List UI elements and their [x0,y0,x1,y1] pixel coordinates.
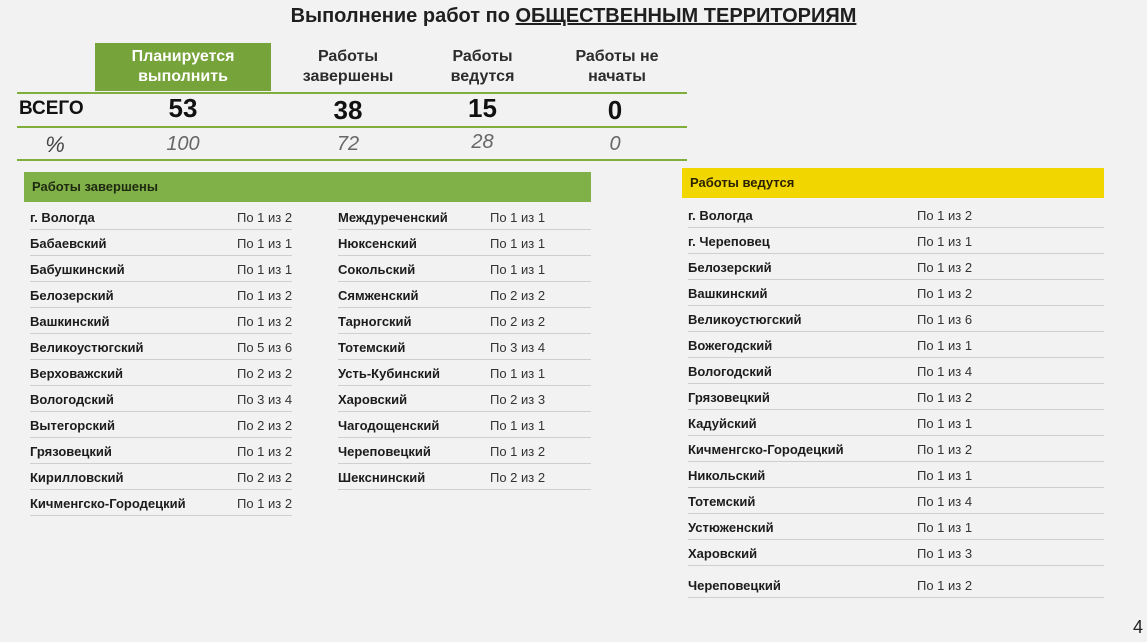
list-item [338,230,591,256]
territory-name: Сямженский [338,288,419,303]
list-item [30,308,292,334]
list-item [338,256,591,282]
territory-name: Нюксенский [338,236,417,251]
territory-name: Кичменгско-Городецкий [30,496,186,511]
territory-count: По 1 из 4 [917,364,973,379]
territory-count: По 3 из 4 [237,392,293,407]
list-item [338,282,591,308]
list-item [688,436,1104,462]
territory-count: По 1 из 1 [917,416,973,431]
territory-name: Усть-Кубинский [338,366,440,381]
territory-count: По 1 из 2 [237,288,293,303]
territory-name: Верховажский [30,366,124,381]
list-item [688,254,1104,280]
list-item [338,386,591,412]
territory-count: По 1 из 1 [490,366,546,381]
list-item [30,386,292,412]
territory-name: г. Череповец [688,234,770,249]
list-item [688,358,1104,384]
list-item [338,464,591,490]
list-item [30,204,292,230]
territory-count: По 1 из 2 [917,578,973,593]
list-item [338,204,591,230]
list-item [688,228,1104,254]
territory-name: г. Вологда [30,210,95,225]
list-item [688,572,1104,598]
territory-count: По 2 из 3 [490,392,546,407]
list-item [688,410,1104,436]
territory-name: Шекснинский [338,470,426,485]
territory-name: Чагодощенский [338,418,440,433]
list-item [688,306,1104,332]
territory-count: По 1 из 1 [917,338,973,353]
territory-name: Вологодский [30,392,114,407]
territory-name: Череповецкий [688,578,781,593]
territory-name: Череповецкий [338,444,431,459]
territory-name: Харовский [338,392,408,407]
list-item [30,334,292,360]
territory-count: По 1 из 2 [917,286,973,301]
territory-count: По 2 из 2 [490,288,546,303]
summary-bottom-line [17,159,687,161]
territory-count: По 1 из 1 [490,210,546,225]
territory-name: Тотемский [338,340,406,355]
territory-count: По 2 из 2 [490,470,546,485]
territory-name: Кирилловский [30,470,124,485]
list-item [688,202,1104,228]
total-inprogress: 15 [468,93,497,123]
list-item [338,360,591,386]
territory-count: По 1 из 2 [917,442,973,457]
percent-completed: 72 [336,133,360,155]
total-completed: 38 [333,95,363,125]
territory-name: Харовский [688,546,758,561]
territory-name: Вытегорский [30,418,115,433]
territory-count: По 1 из 1 [237,262,293,277]
percent-notstarted: 0 [609,133,621,155]
territory-name: Междуреченский [338,210,448,225]
list-item [688,488,1104,514]
list-item [30,230,292,256]
territory-name: Вашкинский [688,286,768,301]
list-item [338,308,591,334]
list-item [30,490,292,516]
percent-label: % [45,132,65,157]
list-item [30,256,292,282]
territory-count: По 1 из 2 [237,314,293,329]
territory-name: Сокольский [338,262,416,277]
territory-count: По 1 из 1 [917,468,973,483]
territory-name: Устюженский [688,520,774,535]
territory-count: По 1 из 3 [917,546,973,561]
total-label: ВСЕГО [19,98,84,119]
territory-count: По 5 из 6 [237,340,293,355]
territory-name: Великоустюгский [30,340,144,355]
territory-count: По 1 из 1 [490,418,546,433]
territory-name: Великоустюгский [688,312,802,327]
territory-count: По 1 из 1 [237,236,293,251]
territory-count: По 2 из 2 [237,470,293,485]
page-title [0,5,1147,28]
territory-count: По 1 из 2 [917,390,973,405]
header-notstarted: Работы не начаты [575,48,659,85]
list-item [30,438,292,464]
percent-planned: 100 [166,133,200,155]
territory-name: Бабушкинский [30,262,125,277]
territory-count: По 3 из 4 [490,340,546,355]
list-item [338,438,591,464]
list-item [688,332,1104,358]
territory-count: По 1 из 1 [490,262,546,277]
territory-name: Грязовецкий [30,444,112,459]
territory-name: Грязовецкий [688,390,770,405]
list-item [338,334,591,360]
list-item [30,282,292,308]
territory-name: Вологодский [688,364,772,379]
title-prefix: Выполнение работ по [290,5,516,27]
territory-count: По 1 из 2 [237,444,293,459]
list-item [688,540,1104,566]
header-planned: Планируется выполнить [95,43,271,91]
list-item [338,412,591,438]
territory-count: По 1 из 2 [237,496,293,511]
territory-count: По 1 из 1 [917,234,973,249]
territory-name: Тотемский [688,494,756,509]
territory-name: Вашкинский [30,314,110,329]
summary-top-line [17,92,687,94]
territory-name: Бабаевский [30,236,107,251]
page-number: 4 [1132,617,1143,637]
summary-mid-line [17,126,687,128]
percent-inprogress: 28 [471,131,494,153]
territory-name: Белозерский [688,260,772,275]
inprogress-title: Работы ведутся [682,168,1104,198]
list-item [30,360,292,386]
territory-name: Вожегодский [688,338,773,353]
territory-count: По 1 из 6 [917,312,973,327]
territory-name: Кичменгско-Городецкий [688,442,844,457]
list-item [30,412,292,438]
territory-count: По 1 из 1 [490,236,546,251]
completed-title: Работы завершены [24,172,591,202]
title-emphasis: ОБЩЕСТВЕННЫМ ТЕРРИТОРИЯМ [515,5,857,27]
total-notstarted: 0 [607,95,623,125]
territory-count: По 1 из 2 [490,444,546,459]
list-item [688,514,1104,540]
territory-count: По 1 из 2 [237,210,293,225]
territory-count: По 2 из 2 [237,418,293,433]
total-planned: 53 [168,93,198,123]
territory-count: По 2 из 2 [237,366,293,381]
list-item [688,384,1104,410]
header-inprogress: Работы ведутся [450,48,515,85]
territory-name: Кадуйский [688,416,757,431]
territory-name: Белозерский [30,288,114,303]
territory-count: По 1 из 1 [917,520,973,535]
list-item [688,280,1104,306]
territory-count: По 1 из 2 [917,208,973,223]
territory-count: По 1 из 2 [917,260,973,275]
territory-count: По 2 из 2 [490,314,546,329]
territory-name: г. Вологда [688,208,753,223]
territory-name: Никольский [688,468,766,483]
list-item [688,462,1104,488]
list-item [30,464,292,490]
territory-count: По 1 из 4 [917,494,973,509]
header-completed: Работы завершены [302,48,394,85]
territory-name: Тарногский [338,314,412,329]
